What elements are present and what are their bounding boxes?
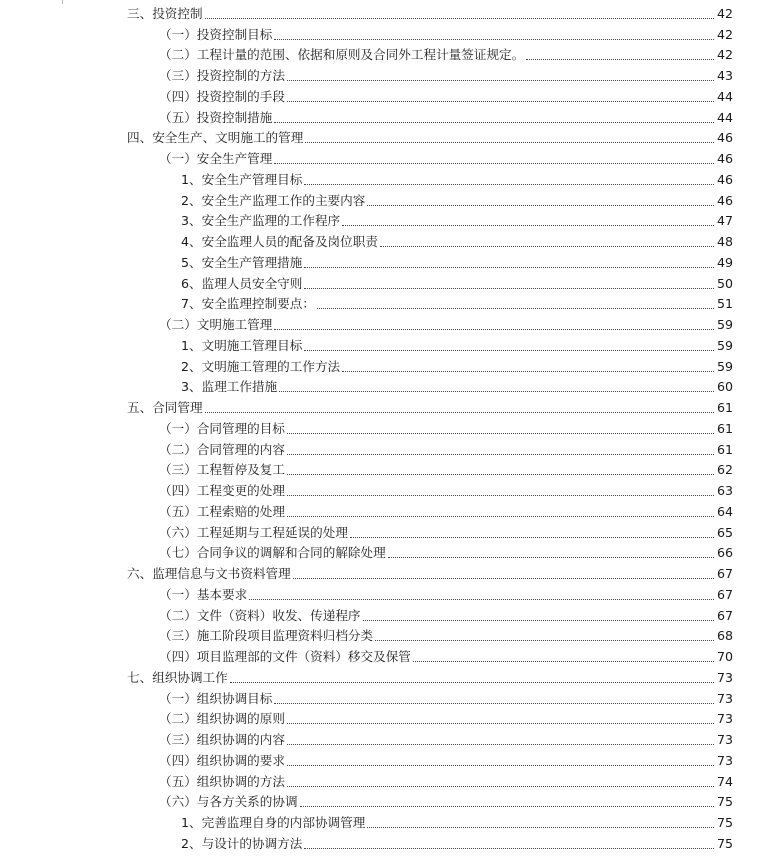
- toc-entry[interactable]: [0, 190, 780, 211]
- toc-entry-page-number: 61: [717, 400, 734, 415]
- dot-leader: [287, 433, 714, 434]
- toc-entry[interactable]: [0, 107, 780, 128]
- toc-entry[interactable]: [0, 646, 780, 667]
- toc-entry-title: （二）文明施工管理: [159, 317, 273, 332]
- toc-entry-page-number: 46: [717, 171, 734, 187]
- toc-entry-page-number: 73: [717, 732, 734, 747]
- toc-entry-page-number: 61: [717, 420, 734, 436]
- toc-entry-title: 1、文明施工管理目标: [181, 337, 303, 353]
- toc-entry-page-number: 73: [717, 711, 734, 727]
- toc-entry-page-number: 60: [717, 379, 734, 395]
- toc-entry-title: （六）与各方关系的协调: [159, 794, 298, 810]
- toc-entry-title: （七）合同争议的调解和合同的解除处理: [159, 545, 386, 561]
- toc-entry-page-number: 70: [717, 649, 734, 664]
- dot-leader: [375, 640, 714, 641]
- toc-entry-page-number: 59: [717, 358, 734, 374]
- toc-entry-page-number: 67: [717, 607, 734, 623]
- dot-leader: [274, 122, 714, 123]
- toc-entry-title: （四）工程变更的处理: [159, 483, 285, 498]
- toc-entry-title: 6、监理人员安全守则: [181, 275, 303, 291]
- toc-entry-title: 4、安全监理人员的配备及岗位职责: [181, 234, 378, 249]
- dot-leader: [205, 412, 714, 413]
- toc-entry-title: （三）投资控制的方法: [159, 68, 285, 83]
- toc-entry[interactable]: [0, 626, 780, 647]
- toc-entry-title: 七、组织协调工作: [127, 669, 228, 685]
- dot-leader: [274, 39, 714, 40]
- toc-entry-title: 五、合同管理: [127, 400, 203, 415]
- toc-entry[interactable]: [0, 605, 780, 626]
- dot-leader: [342, 371, 714, 372]
- toc-entry[interactable]: [0, 543, 780, 564]
- toc-entry-title: （六）工程延期与工程延误的处理: [159, 524, 348, 540]
- toc-entry-title: （二）工程计量的范围、依据和原则及合同外工程计量签证规定。: [159, 47, 525, 63]
- toc-entry[interactable]: [0, 24, 780, 45]
- toc-entry[interactable]: [0, 522, 780, 543]
- toc-entry[interactable]: [0, 273, 780, 294]
- toc-entry-page-number: 75: [717, 815, 734, 830]
- toc-entry-title: （一）基本要求: [159, 586, 248, 602]
- toc-entry[interactable]: [0, 65, 780, 86]
- toc-entry-title: （四）组织协调的要求: [159, 752, 285, 768]
- toc-entry-page-number: 51: [717, 296, 734, 312]
- toc-entry-title: （五）工程索赔的处理: [159, 503, 285, 519]
- toc-entry-title: （一）组织协调目标: [159, 690, 273, 706]
- dot-leader: [388, 557, 714, 558]
- toc-entry-page-number: 59: [717, 317, 734, 332]
- toc-entry-page-number: 75: [717, 835, 734, 851]
- dot-leader: [363, 620, 715, 621]
- toc-entry-title: （二）合同管理的内容: [159, 441, 285, 457]
- toc-entry[interactable]: [0, 397, 780, 418]
- toc-entry-title: （四）投资控制的手段: [159, 88, 285, 104]
- toc-entry-title: （二）组织协调的原则: [159, 711, 285, 727]
- toc-entry[interactable]: [0, 128, 780, 149]
- toc-entry[interactable]: [0, 211, 780, 232]
- dot-leader: [304, 184, 714, 185]
- dot-leader: [413, 661, 714, 662]
- toc-entry-title: 3、监理工作措施: [181, 379, 278, 395]
- toc-entry-page-number: 67: [717, 586, 734, 602]
- toc-entry-page-number: 62: [717, 462, 734, 478]
- toc-entry-page-number: 49: [717, 254, 734, 270]
- toc-entry[interactable]: [0, 480, 780, 501]
- toc-entry-page-number: 68: [717, 628, 734, 644]
- toc-entry-page-number: 44: [717, 88, 734, 104]
- toc-entry[interactable]: [0, 460, 780, 481]
- toc-entry-page-number: 73: [717, 752, 734, 768]
- toc-entry-title: 三、投资控制: [127, 5, 203, 21]
- toc-entry[interactable]: [0, 709, 780, 730]
- toc-entry-page-number: 65: [717, 524, 734, 540]
- toc-entry-title: 2、与设计的协调方法: [181, 835, 303, 851]
- dot-leader: [249, 599, 714, 600]
- toc-entry-page-number: 66: [717, 545, 734, 561]
- toc-entry[interactable]: [0, 750, 780, 771]
- toc-entry-title: （四）项目监理部的文件（资料）移交及保管: [159, 649, 411, 664]
- toc-entry[interactable]: [0, 688, 780, 709]
- dot-leader: [274, 703, 714, 704]
- dot-leader: [526, 59, 714, 60]
- toc-entry[interactable]: [0, 335, 780, 356]
- toc-entry[interactable]: [0, 439, 780, 460]
- dot-leader: [367, 205, 714, 206]
- toc-entry-title: 2、安全生产监理工作的主要内容: [181, 192, 366, 208]
- toc-entry[interactable]: [0, 812, 780, 833]
- dot-leader: [287, 723, 714, 724]
- dot-leader: [304, 848, 714, 849]
- toc-entry[interactable]: [0, 501, 780, 522]
- toc-entry-title: （一）投资控制目标: [159, 26, 273, 42]
- dot-leader: [279, 391, 714, 392]
- toc-entry-title: （三）组织协调的内容: [159, 732, 285, 747]
- dot-leader: [304, 288, 714, 289]
- toc-entry-title: （三）工程暂停及复工: [159, 462, 285, 478]
- toc-entry[interactable]: [0, 252, 780, 273]
- dot-leader: [287, 101, 714, 102]
- toc-entry-title: 1、完善监理自身的内部协调管理: [181, 815, 366, 830]
- toc-entry-page-number: 42: [717, 47, 734, 63]
- toc-entry-title: 7、安全监理控制要点：: [181, 296, 315, 312]
- dot-leader: [287, 786, 714, 787]
- toc-entry-page-number: 46: [717, 151, 734, 166]
- toc-entry-page-number: 59: [717, 337, 734, 353]
- dot-leader: [274, 329, 714, 330]
- toc-entry[interactable]: [0, 356, 780, 377]
- dot-leader: [205, 18, 714, 19]
- toc-entry-page-number: 42: [717, 26, 734, 42]
- toc-entry-page-number: 46: [717, 130, 734, 146]
- table-of-contents: [0, 3, 780, 854]
- toc-entry[interactable]: [0, 148, 780, 169]
- toc-entry-title: 5、安全生产管理措施: [181, 254, 303, 270]
- toc-entry[interactable]: [0, 584, 780, 605]
- dot-leader: [304, 350, 714, 351]
- dot-leader: [300, 806, 714, 807]
- dot-leader: [380, 246, 714, 247]
- toc-entry-title: （三）施工阶段项目监理资料归档分类: [159, 628, 374, 644]
- dot-leader: [230, 682, 714, 683]
- toc-entry-title: （一）安全生产管理: [159, 151, 273, 166]
- toc-entry-title: （五）组织协调的方法: [159, 773, 285, 789]
- toc-entry[interactable]: [0, 833, 780, 854]
- toc-entry-page-number: 74: [717, 773, 734, 789]
- toc-entry-page-number: 47: [717, 213, 734, 229]
- toc-entry-title: （二）文件（资料）收发、传递程序: [159, 607, 361, 623]
- dot-leader: [287, 765, 714, 766]
- toc-entry-page-number: 67: [717, 566, 734, 581]
- toc-entry-page-number: 48: [717, 234, 734, 249]
- toc-entry-title: （一）合同管理的目标: [159, 420, 285, 436]
- dot-leader: [287, 454, 714, 455]
- dot-leader: [367, 827, 714, 828]
- dot-leader: [287, 80, 714, 81]
- toc-entry-title: 四、安全生产、文明施工的管理: [127, 130, 304, 146]
- dot-leader: [293, 578, 714, 579]
- dot-leader: [287, 516, 714, 517]
- toc-entry[interactable]: [0, 377, 780, 398]
- toc-entry-page-number: 61: [717, 441, 734, 457]
- toc-entry[interactable]: [0, 418, 780, 439]
- toc-entry-page-number: 50: [717, 275, 734, 291]
- dot-leader: [350, 537, 714, 538]
- toc-entry-page-number: 42: [717, 5, 734, 21]
- toc-entry[interactable]: [0, 729, 780, 750]
- toc-entry[interactable]: [0, 314, 780, 335]
- dot-leader: [287, 474, 714, 475]
- toc-entry[interactable]: [0, 86, 780, 107]
- toc-entry-title: 六、监理信息与文书资料管理: [127, 566, 291, 581]
- toc-entry-page-number: 73: [717, 669, 734, 685]
- toc-entry-page-number: 63: [717, 483, 734, 498]
- toc-entry-title: 1、安全生产管理目标: [181, 171, 303, 187]
- toc-entry-page-number: 44: [717, 109, 734, 125]
- dot-leader: [305, 142, 714, 143]
- toc-entry-page-number: 43: [717, 68, 734, 83]
- toc-entry-page-number: 75: [717, 794, 734, 810]
- dot-leader: [317, 308, 714, 309]
- toc-entry-page-number: 73: [717, 690, 734, 706]
- dot-leader: [342, 225, 714, 226]
- toc-entry[interactable]: [0, 771, 780, 792]
- dot-leader: [287, 744, 714, 745]
- toc-entry[interactable]: [0, 667, 780, 688]
- toc-entry[interactable]: [0, 231, 780, 252]
- toc-entry-title: 3、安全生产监理的工作程序: [181, 213, 341, 229]
- toc-entry[interactable]: [0, 169, 780, 190]
- toc-entry-page-number: 46: [717, 192, 734, 208]
- toc-entry[interactable]: [0, 792, 780, 813]
- dot-leader: [304, 267, 714, 268]
- toc-entry-title: （五）投资控制措施: [159, 109, 273, 125]
- toc-entry[interactable]: [0, 3, 780, 24]
- toc-entry[interactable]: [0, 294, 780, 315]
- dot-leader: [287, 495, 714, 496]
- toc-entry[interactable]: [0, 563, 780, 584]
- toc-entry[interactable]: [0, 45, 780, 66]
- dot-leader: [274, 163, 714, 164]
- toc-entry-page-number: 64: [717, 503, 734, 519]
- toc-entry-title: 2、文明施工管理的工作方法: [181, 358, 341, 374]
